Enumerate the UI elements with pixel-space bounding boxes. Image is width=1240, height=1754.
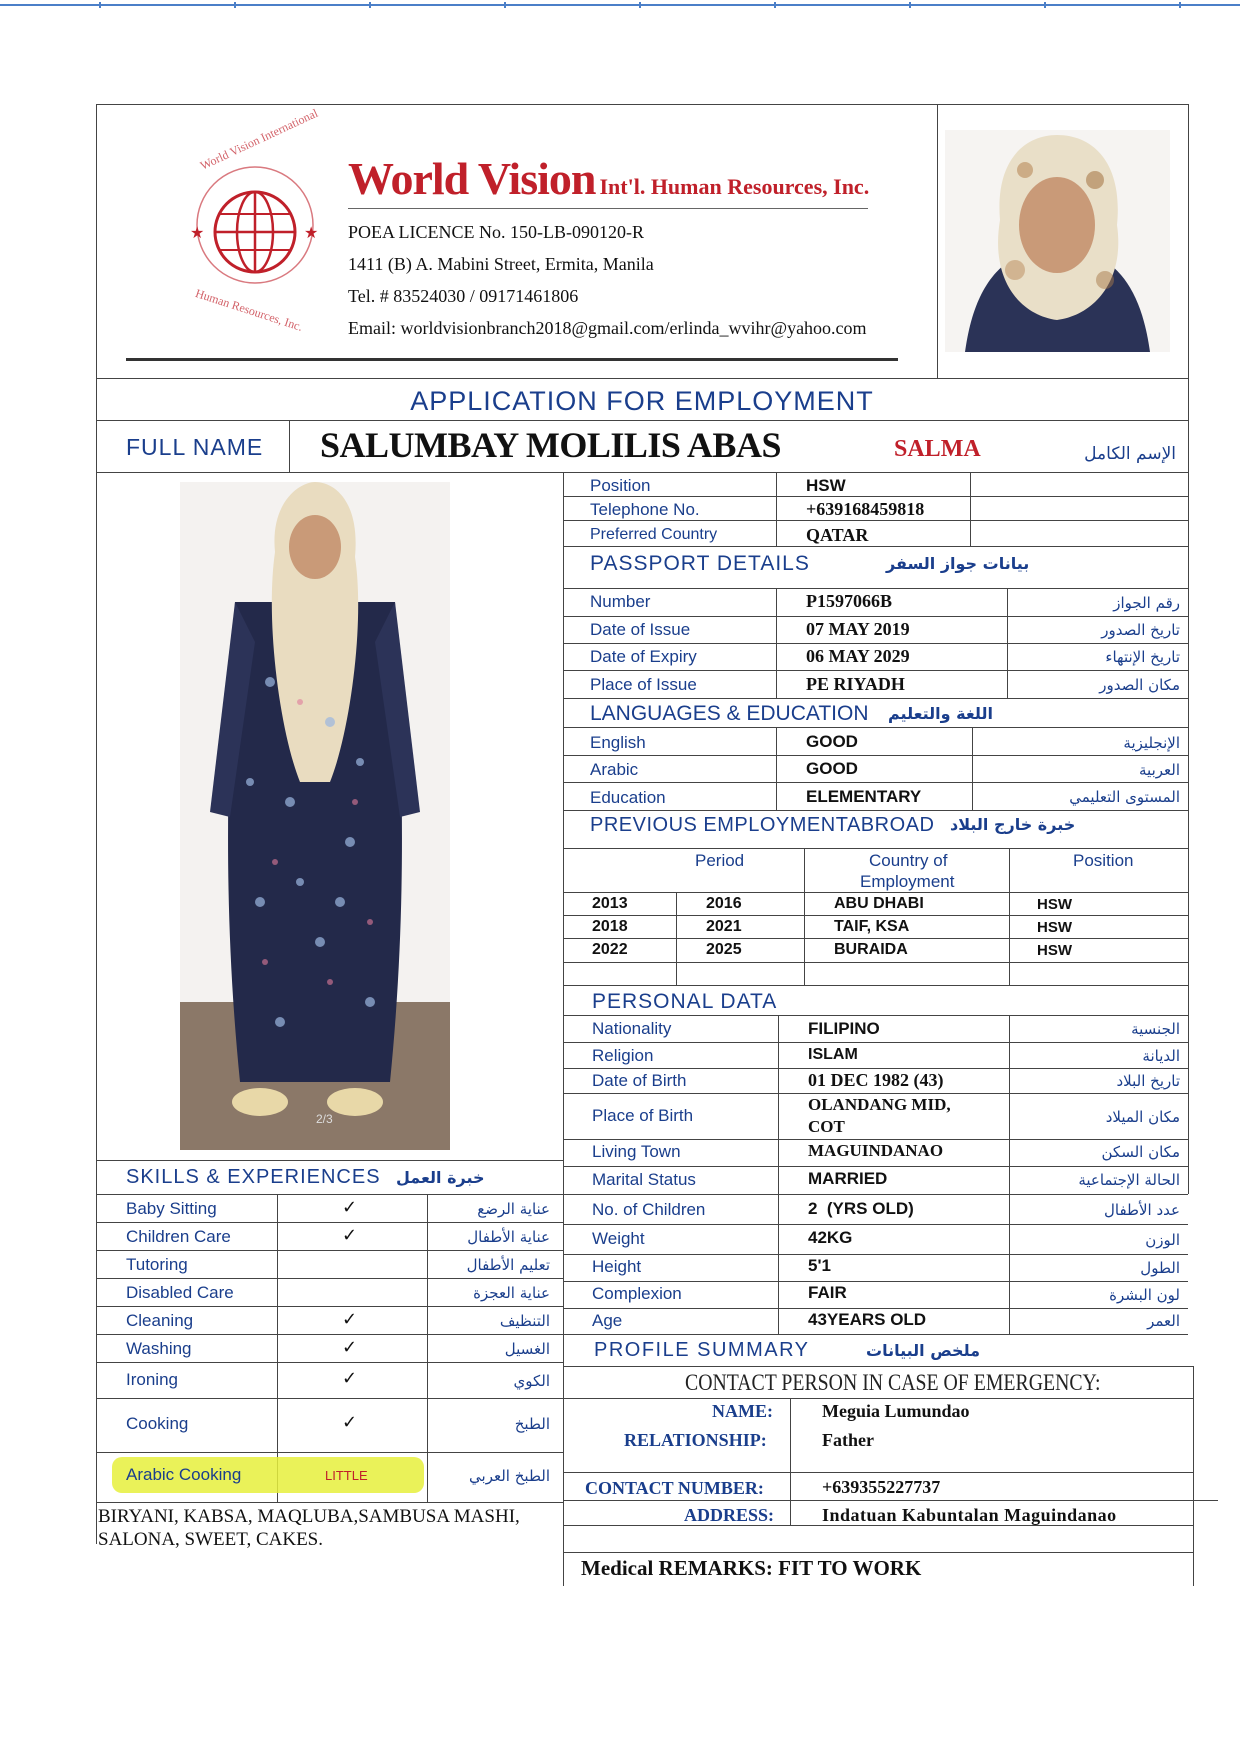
emp-col-3 <box>1009 848 1010 985</box>
emp-col-country-2: Employment <box>860 872 955 891</box>
pp-number-value: P1597066B <box>806 591 893 611</box>
basic-row-1 <box>563 496 1188 497</box>
lang-row-1 <box>563 755 1188 756</box>
emp-1-from: 2013 <box>592 895 628 912</box>
skill-cooking-check: ✓ <box>342 1412 358 1433</box>
full-name-label-ar: الإسم الكامل <box>1084 444 1176 464</box>
emp-col-country-1: Country of <box>869 851 948 870</box>
religion-label: Religion <box>592 1046 654 1065</box>
pp-row-2 <box>563 643 1188 644</box>
skill-children-care: Children Care <box>126 1227 231 1246</box>
photo-bottom <box>96 1160 563 1161</box>
education-label: Education <box>590 788 666 807</box>
lang-col-1 <box>776 727 777 810</box>
emp-1-country: ABU DHABI <box>834 895 924 912</box>
pp-expiry-label: Date of Expiry <box>590 647 697 666</box>
applicant-portrait <box>945 130 1170 352</box>
skill-cooking: Cooking <box>126 1414 189 1433</box>
profile-title: PROFILE SUMMARY <box>594 1339 810 1361</box>
employment-title: PREVIOUS EMPLOYMENTABROAD <box>590 814 935 836</box>
pob-value-2: COT <box>808 1117 845 1136</box>
svg-text:★: ★ <box>190 223 205 242</box>
skill-baby-sitting-ar: عناية الرضع <box>477 1200 550 1218</box>
pd-row-10 <box>563 1308 1188 1309</box>
applicant-full-photo <box>180 482 450 1150</box>
pd-row-1 <box>563 1042 1188 1043</box>
skill-disabled-care-ar: عناية العجزة <box>473 1284 550 1302</box>
frame-left <box>96 104 97 1544</box>
photo-box-left <box>937 104 938 378</box>
pd-row-6 <box>563 1194 1188 1195</box>
religion-value: ISLAM <box>808 1046 858 1063</box>
weight-value: 42KG <box>808 1228 853 1247</box>
skill-tutoring: Tutoring <box>126 1255 188 1274</box>
emp-3-position: HSW <box>1037 942 1072 959</box>
pd-header-bottom <box>563 1015 1188 1016</box>
telephone-label: Telephone No. <box>590 500 700 519</box>
company-email: Email: worldvisionbranch2018@gmail.com/erlinda_wvihr@yahoo.com <box>348 318 867 338</box>
emp-row-3 <box>563 962 1188 963</box>
pp-issue-label: Date of Issue <box>590 620 691 639</box>
contact-heading: CONTACT PERSON IN CASE OF EMERGENCY: <box>685 1370 1101 1395</box>
contact-relationship-label: RELATIONSHIP: <box>624 1430 767 1450</box>
skills-title: SKILLS & EXPERIENCES <box>126 1166 381 1188</box>
skill-cooking-ar: الطبخ <box>514 1415 550 1433</box>
pd-col-2 <box>1009 1015 1010 1334</box>
basic-row-3 <box>563 546 1188 547</box>
prof-row-6 <box>563 1552 1193 1553</box>
pp-row-1 <box>563 616 1188 617</box>
height-ar: الطول <box>1140 1259 1180 1277</box>
sk-row-5 <box>96 1334 563 1335</box>
skill-washing-check: ✓ <box>342 1337 358 1358</box>
religion-ar: الديانة <box>1142 1047 1180 1065</box>
logo-text-bottom: Human Resources, Inc. <box>193 286 305 334</box>
skill-cleaning-check: ✓ <box>342 1309 358 1330</box>
prof-row-4 <box>563 1500 1218 1501</box>
skill-tutoring-ar: تعليم الأطفال <box>466 1256 550 1274</box>
height-label: Height <box>592 1257 642 1276</box>
contact-number-label: CONTACT NUMBER: <box>585 1478 764 1498</box>
dob-value: 01 DEC 1982 (43) <box>808 1070 944 1090</box>
skills-title-ar: خبرة العمل <box>396 1168 485 1187</box>
emp-col-period: Period <box>695 851 745 870</box>
nickname: SALMA <box>894 436 981 462</box>
skill-arabic-cooking-ar: الطبخ العربي <box>469 1467 550 1485</box>
sk-col-1 <box>277 1194 278 1502</box>
children-value: 2 (YRS OLD) <box>808 1199 914 1218</box>
emp-3-country: BURAIDA <box>834 941 908 958</box>
position-label: Position <box>590 476 651 495</box>
pp-col-2 <box>1007 588 1008 698</box>
position-value: HSW <box>806 476 846 495</box>
prof-right <box>1193 1366 1194 1586</box>
pp-place-value: PE RIYADH <box>806 674 905 694</box>
skill-baby-sitting-check: ✓ <box>342 1197 358 1218</box>
height-value: 5'1 <box>808 1256 831 1275</box>
medical-remarks: Medical REMARKS: FIT TO WORK <box>581 1556 922 1580</box>
emp-col-position: Position <box>1073 851 1134 870</box>
passport-title: PASSPORT DETAILS <box>590 552 810 575</box>
prof-row-1 <box>563 1366 1193 1367</box>
form-title: APPLICATION FOR EMPLOYMENT <box>410 386 874 416</box>
pp-issue-value: 07 MAY 2019 <box>806 619 910 639</box>
company-name-suffix: Int'l. Human Resources, Inc. <box>599 174 870 199</box>
skill-cleaning: Cleaning <box>126 1311 194 1330</box>
children-ar: عدد الأطفال <box>1104 1201 1180 1219</box>
name-row-bottom <box>96 472 1188 473</box>
english-ar: الإنجليزية <box>1123 734 1180 752</box>
weight-ar: الوزن <box>1145 1231 1180 1249</box>
emp-2-from: 2018 <box>592 918 628 935</box>
skill-cleaning-ar: التنظيف <box>499 1312 550 1330</box>
title-row-top <box>96 378 1188 379</box>
pob-ar: مكان الميلاد <box>1105 1108 1180 1126</box>
contact-relationship-value: Father <box>822 1430 874 1450</box>
emp-1-to: 2016 <box>706 895 742 912</box>
lang-col-2 <box>972 727 973 810</box>
sk-row-7 <box>96 1398 563 1399</box>
english-value: GOOD <box>806 732 858 751</box>
skill-washing-ar: الغسيل <box>504 1340 550 1358</box>
contact-number-value: +639355227737 <box>822 1477 941 1497</box>
skill-children-care-check: ✓ <box>342 1225 358 1246</box>
complexion-label: Complexion <box>592 1284 682 1303</box>
children-label: No. of Children <box>592 1200 706 1219</box>
emp-row-2 <box>563 938 1188 939</box>
sk-row-4 <box>96 1306 563 1307</box>
emp-row-1 <box>563 915 1188 916</box>
sk-row-2 <box>96 1250 563 1251</box>
pd-row-11 <box>563 1334 1188 1335</box>
skills-header-bottom <box>96 1194 563 1195</box>
svg-text:★: ★ <box>304 223 319 242</box>
marital-label: Marital Status <box>592 1170 696 1189</box>
emp-3-from: 2022 <box>592 941 628 958</box>
nationality-ar: الجنسية <box>1131 1020 1180 1038</box>
company-name-main: World Vision <box>348 153 596 204</box>
contact-address-value: Indatuan Kabuntalan Maguindanao <box>822 1505 1117 1525</box>
emp-2-to: 2021 <box>706 918 742 935</box>
company-underline <box>348 208 868 209</box>
complexion-ar: لون البشرة <box>1109 1286 1180 1304</box>
lang-header-bottom <box>563 727 1188 728</box>
pob-label: Place of Birth <box>592 1106 694 1125</box>
skill-ironing: Ironing <box>126 1370 178 1389</box>
sk-row-6 <box>96 1362 563 1363</box>
main-divider <box>563 472 564 1586</box>
pd-row-3 <box>563 1093 1188 1094</box>
emp-header-bottom <box>563 848 1188 849</box>
header-rule <box>126 358 898 361</box>
emp-col-2 <box>804 848 805 985</box>
contact-name-value: Meguia Lumundao <box>822 1401 970 1421</box>
pd-row-7 <box>563 1224 1188 1225</box>
pp-header-bottom <box>563 588 1188 589</box>
pd-row-4 <box>563 1139 1188 1140</box>
age-ar: العمر <box>1147 1312 1180 1330</box>
contact-name-label: NAME: <box>712 1401 773 1421</box>
frame-top <box>96 104 1188 105</box>
skill-ironing-ar: الكوي <box>513 1372 550 1390</box>
pp-expiry-ar: تاريخ الإنتهاء <box>1105 648 1180 666</box>
nationality-label: Nationality <box>592 1019 672 1038</box>
sk-row-3 <box>96 1278 563 1279</box>
pp-place-ar: مكان الصدور <box>1099 676 1180 694</box>
age-label: Age <box>592 1311 623 1330</box>
full-name-label: FULL NAME <box>126 434 264 460</box>
arabic-label: Arabic <box>590 760 639 779</box>
name-label-divider <box>289 420 290 472</box>
complexion-value: FAIR <box>808 1283 847 1302</box>
employment-title-ar: خبرة خارج البلاد <box>950 815 1076 834</box>
dob-label: Date of Birth <box>592 1071 687 1090</box>
basic-col-2 <box>970 472 971 546</box>
weight-label: Weight <box>592 1229 645 1248</box>
skill-disabled-care: Disabled Care <box>126 1283 234 1302</box>
dishes-line-1: BIRYANI, KABSA, MAQLUBA,SAMBUSA MASHI, <box>98 1506 520 1527</box>
education-value: ELEMENTARY <box>806 787 922 806</box>
emp-2-position: HSW <box>1037 919 1072 936</box>
frame-right <box>1188 104 1189 1194</box>
emp-1-position: HSW <box>1037 896 1072 913</box>
emp-2-country: TAIF, KSA <box>834 918 910 935</box>
pp-number-label: Number <box>590 592 651 611</box>
telephone-value: +639168459818 <box>806 499 925 519</box>
arabic-value: GOOD <box>806 759 858 778</box>
contact-address-label: ADDRESS: <box>684 1505 775 1525</box>
preferred-country-value: QATAR <box>806 525 869 545</box>
dishes-line-2: SALONA, SWEET, CAKES. <box>98 1529 324 1550</box>
preferred-country-label: Preferred Country <box>590 526 718 543</box>
pp-expiry-value: 06 MAY 2029 <box>806 646 910 666</box>
lang-row-2 <box>563 782 1188 783</box>
prof-row-3 <box>563 1472 1193 1473</box>
photo-caption: 2/3 <box>316 1112 333 1126</box>
prof-row-2 <box>563 1398 1193 1399</box>
skill-arabic-cooking: Arabic Cooking <box>126 1465 242 1484</box>
skill-baby-sitting: Baby Sitting <box>126 1199 217 1218</box>
english-label: English <box>590 733 646 752</box>
top-ruler-line <box>0 2 1240 8</box>
living-town-label: Living Town <box>592 1142 681 1161</box>
pd-row-2 <box>563 1068 1188 1069</box>
pp-col-1 <box>776 588 777 698</box>
pp-place-label: Place of Issue <box>590 675 697 694</box>
basic-col-1 <box>776 472 777 546</box>
skill-washing: Washing <box>126 1339 192 1358</box>
pp-issue-ar: تاريخ الصدور <box>1101 621 1180 639</box>
pd-row-5 <box>563 1166 1188 1167</box>
profile-title-ar: ملخص البيانات <box>866 1341 981 1360</box>
education-ar: المستوى التعليمي <box>1069 788 1180 806</box>
skill-arabic-cooking-level: LITTLE <box>325 1468 368 1483</box>
skill-children-care-ar: عناية الأطفال <box>467 1228 550 1246</box>
pp-row-4 <box>563 698 1188 699</box>
sk-row-1 <box>96 1222 563 1223</box>
marital-value: MARRIED <box>808 1169 888 1188</box>
nationality-value: FILIPINO <box>808 1019 880 1038</box>
full-name-value: SALUMBAY MOLILIS ABAS <box>320 425 781 465</box>
pp-row-3 <box>563 670 1188 671</box>
skill-ironing-check: ✓ <box>342 1368 358 1389</box>
company-name <box>348 152 869 205</box>
company-tel: Tel. # 83524030 / 09171461806 <box>348 286 579 306</box>
company-address: 1411 (B) A. Mabini Street, Ermita, Manila <box>348 254 654 274</box>
sk-col-2 <box>427 1194 428 1502</box>
pd-col-1 <box>778 1015 779 1334</box>
personal-title: PERSONAL DATA <box>592 990 778 1013</box>
logo-text-top: World Vision International <box>198 105 320 173</box>
company-logo <box>180 150 330 300</box>
living-town-value: MAGUINDANAO <box>808 1141 944 1160</box>
lang-row-3 <box>563 810 1188 811</box>
arabic-ar: العربية <box>1139 761 1180 779</box>
company-licence: POEA LICENCE No. 150-LB-090120-R <box>348 222 644 242</box>
pd-row-9 <box>563 1281 1188 1282</box>
pp-number-ar: رقم الجواز <box>1113 594 1180 612</box>
passport-title-ar: بيانات جواز السفر <box>886 554 1030 573</box>
living-town-ar: مكان السكن <box>1101 1143 1180 1161</box>
marital-ar: الحالة الإجتماعية <box>1078 1171 1180 1189</box>
title-row-bottom <box>96 420 1188 421</box>
emp-col-1 <box>676 892 677 985</box>
languages-title: LANGUAGES & EDUCATION <box>590 702 869 725</box>
pob-value: OLANDANG MID, <box>808 1095 951 1114</box>
basic-row-2 <box>563 520 1188 521</box>
languages-title-ar: اللغة والتعليم <box>888 704 993 723</box>
prof-col-1 <box>790 1398 791 1525</box>
emp-col-header-bottom <box>563 892 1188 893</box>
dob-ar: تاريخ البلاد <box>1116 1072 1180 1090</box>
age-value: 43YEARS OLD <box>808 1310 927 1329</box>
pd-row-8 <box>563 1254 1188 1255</box>
emp-row-4 <box>563 985 1188 986</box>
sk-row-9 <box>96 1502 563 1503</box>
sk-row-8 <box>96 1452 563 1453</box>
emp-3-to: 2025 <box>706 941 742 958</box>
